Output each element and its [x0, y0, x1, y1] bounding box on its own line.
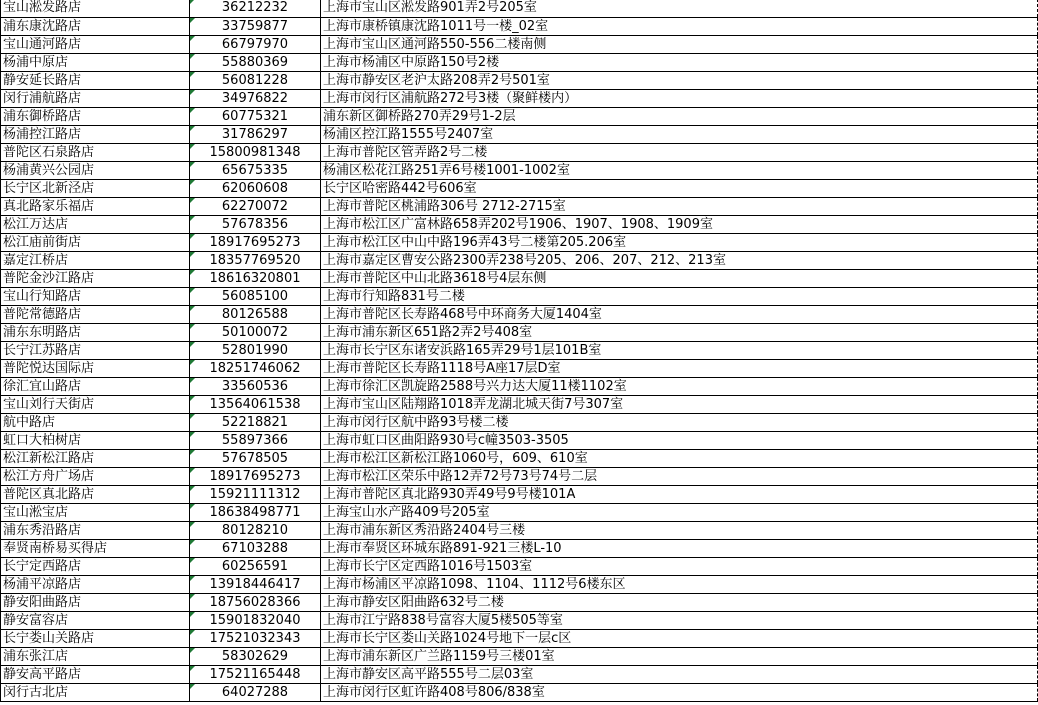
phone-cell[interactable]: 66797970 [190, 35, 321, 53]
phone-cell[interactable]: 57678356 [190, 215, 321, 233]
table-row [1, 431, 1038, 449]
table-row [1, 575, 1038, 593]
address-cell[interactable]: 上海市普陀区中山北路3618号4层东侧 [321, 269, 1038, 287]
phone-cell[interactable]: 62060608 [190, 179, 321, 197]
address-cell[interactable]: 上海市浦东新区651路2弄2号408室 [321, 323, 1038, 341]
address-cell[interactable]: 杨浦区松花江路251弄6号楼1001-1002室 [321, 161, 1038, 179]
store-name-cell[interactable]: 宝山行知路店 [1, 287, 190, 305]
phone-cell[interactable]: 18357769520 [190, 251, 321, 269]
address-cell[interactable]: 上海市江宁路838号富容大厦5楼505等室 [321, 611, 1038, 629]
address-cell[interactable]: 长宁区哈密路442号606室 [321, 179, 1038, 197]
table-row [1, 539, 1038, 557]
store-name-cell[interactable]: 宝山刘行天街店 [1, 395, 190, 413]
phone-cell[interactable]: 57678505 [190, 449, 321, 467]
store-name-cell[interactable]: 浦东康沈路店 [1, 17, 190, 35]
store-name-cell[interactable]: 普陀区石泉路店 [1, 143, 190, 161]
store-table-body [1, 0, 1038, 701]
table-row [1, 413, 1038, 431]
table-row [1, 161, 1038, 179]
phone-cell[interactable]: 13564061538 [190, 395, 321, 413]
address-cell[interactable]: 上海宝山水产路409号205室 [321, 503, 1038, 521]
store-name-cell[interactable]: 松江庙前街店 [1, 233, 190, 251]
address-cell[interactable]: 上海市闵行区浦航路272号3楼（聚鲜楼内） [321, 89, 1038, 107]
phone-cell[interactable]: 18917695273 [190, 467, 321, 485]
store-name-cell[interactable]: 真北路家乐福店 [1, 197, 190, 215]
phone-cell[interactable]: 18756028366 [190, 593, 321, 611]
phone-cell[interactable]: 56081228 [190, 71, 321, 89]
store-name-cell[interactable]: 杨浦平凉路店 [1, 575, 190, 593]
table-row [1, 341, 1038, 359]
address-cell[interactable]: 上海市嘉定区曹安公路2300弄238号205、206、207、212、213室 [321, 251, 1038, 269]
table-row [1, 53, 1038, 71]
store-name-cell[interactable]: 长宁区北新泾店 [1, 179, 190, 197]
table-row [1, 305, 1038, 323]
store-name-cell[interactable]: 静安延长路店 [1, 71, 190, 89]
phone-cell[interactable]: 18638498771 [190, 503, 321, 521]
address-cell[interactable]: 上海市宝山区淞发路901弄2号205室 [321, 0, 1038, 17]
address-cell[interactable]: 上海市闵行区航中路93号楼二楼 [321, 413, 1038, 431]
store-name-cell[interactable]: 浦东御桥路店 [1, 107, 190, 125]
store-name-cell[interactable]: 杨浦控江路店 [1, 125, 190, 143]
store-name-cell[interactable]: 宝山通河路店 [1, 35, 190, 53]
phone-cell[interactable]: 58302629 [190, 647, 321, 665]
address-cell[interactable]: 上海市宝山区陆翔路1018弄龙湖北城天街7号307室 [321, 395, 1038, 413]
address-cell[interactable]: 上海市普陀区长寿路468号中环商务大厦1404室 [321, 305, 1038, 323]
store-name-cell[interactable]: 浦东秀沿路店 [1, 521, 190, 539]
phone-cell[interactable]: 18917695273 [190, 233, 321, 251]
phone-cell[interactable]: 15800981348 [190, 143, 321, 161]
store-name-cell[interactable]: 浦东东明路店 [1, 323, 190, 341]
store-name-cell[interactable]: 松江万达店 [1, 215, 190, 233]
phone-cell[interactable]: 64027288 [190, 683, 321, 701]
phone-cell[interactable]: 62270072 [190, 197, 321, 215]
store-name-cell[interactable]: 普陀常德路店 [1, 305, 190, 323]
table-row [1, 665, 1038, 683]
store-name-cell[interactable]: 静安富容店 [1, 611, 190, 629]
table-row [1, 557, 1038, 575]
phone-cell[interactable]: 17521165448 [190, 665, 321, 683]
table-row [1, 35, 1038, 53]
store-name-cell[interactable]: 静安高平路店 [1, 665, 190, 683]
table-row [1, 323, 1038, 341]
address-cell[interactable]: 上海市徐汇区凯旋路2588号兴力达大厦11楼1102室 [321, 377, 1038, 395]
phone-cell[interactable]: 52218821 [190, 413, 321, 431]
store-name-cell[interactable]: 奉贤南桥易买得店 [1, 539, 190, 557]
phone-cell[interactable]: 60775321 [190, 107, 321, 125]
table-row [1, 107, 1038, 125]
phone-cell[interactable]: 55897366 [190, 431, 321, 449]
phone-cell[interactable]: 17521032343 [190, 629, 321, 647]
phone-cell[interactable]: 18251746062 [190, 359, 321, 377]
table-row [1, 521, 1038, 539]
address-cell[interactable]: 上海市浦东新区秀沿路2404号三楼 [321, 521, 1038, 539]
phone-cell[interactable]: 50100072 [190, 323, 321, 341]
store-name-cell[interactable]: 宝山淞宝店 [1, 503, 190, 521]
phone-cell[interactable]: 80126588 [190, 305, 321, 323]
store-name-cell[interactable]: 普陀区真北路店 [1, 485, 190, 503]
phone-cell[interactable]: 15921111312 [190, 485, 321, 503]
store-name-cell[interactable]: 松江新松江路店 [1, 449, 190, 467]
address-cell[interactable]: 上海市康桥镇康沈路1011号一楼_02室 [321, 17, 1038, 35]
address-cell[interactable]: 上海市长宁区娄山关路1024号地下一层c区 [321, 629, 1038, 647]
phone-cell[interactable]: 31786297 [190, 125, 321, 143]
address-cell[interactable]: 上海市闵行区虹许路408号806/838室 [321, 683, 1038, 701]
address-cell[interactable]: 上海市松江区新松江路1060号，609、610室 [321, 449, 1038, 467]
phone-cell[interactable]: 80128210 [190, 521, 321, 539]
phone-cell[interactable]: 15901832040 [190, 611, 321, 629]
table-row [1, 125, 1038, 143]
address-cell[interactable]: 上海市松江区荣乐中路12弄72号73号74号二层 [321, 467, 1038, 485]
store-name-cell[interactable]: 闵行浦航路店 [1, 89, 190, 107]
address-cell[interactable]: 上海市虹口区曲阳路930号c幢3503-3505 [321, 431, 1038, 449]
table-row [1, 395, 1038, 413]
store-name-cell[interactable]: 长宁娄山关路店 [1, 629, 190, 647]
address-cell[interactable]: 上海市长宁区东诸安浜路165弄29号1层101B室 [321, 341, 1038, 359]
phone-cell[interactable]: 60256591 [190, 557, 321, 575]
store-name-cell[interactable]: 长宁定西路店 [1, 557, 190, 575]
address-cell[interactable]: 上海市松江区广富林路658弄202号1906、1907、1908、1909室 [321, 215, 1038, 233]
table-row [1, 0, 1038, 17]
store-name-cell[interactable]: 杨浦黄兴公园店 [1, 161, 190, 179]
address-cell[interactable]: 上海市静安区阳曲路632号二楼 [321, 593, 1038, 611]
store-name-cell[interactable]: 闵行古北店 [1, 683, 190, 701]
table-row [1, 503, 1038, 521]
phone-cell[interactable]: 33759877 [190, 17, 321, 35]
address-cell[interactable]: 上海市奉贤区环城东路891-921三楼L-10 [321, 539, 1038, 557]
phone-cell[interactable]: 36212232 [190, 0, 321, 17]
address-cell[interactable]: 上海市静安区高平路555号二层03室 [321, 665, 1038, 683]
table-row [1, 71, 1038, 89]
store-name-cell[interactable]: 虹口大柏树店 [1, 431, 190, 449]
table-row [1, 17, 1038, 35]
store-name-cell[interactable]: 宝山淞发路店 [1, 0, 190, 17]
phone-cell[interactable]: 18616320801 [190, 269, 321, 287]
address-cell[interactable]: 上海市普陀区管弄路2号二楼 [321, 143, 1038, 161]
address-cell[interactable]: 浦东新区御桥路270弄29号1-2层 [321, 107, 1038, 125]
phone-cell[interactable]: 56085100 [190, 287, 321, 305]
address-cell[interactable]: 上海市浦东新区广兰路1159号三楼01室 [321, 647, 1038, 665]
table-row [1, 143, 1038, 161]
table-row [1, 233, 1038, 251]
address-cell[interactable]: 上海市普陀区真北路930弄49号9号楼101A [321, 485, 1038, 503]
address-cell[interactable]: 上海市杨浦区中原路150号2楼 [321, 53, 1038, 71]
table-row [1, 197, 1038, 215]
table-row [1, 647, 1038, 665]
phone-cell[interactable]: 65675335 [190, 161, 321, 179]
address-cell[interactable]: 上海市长宁区定西路1016号1503室 [321, 557, 1038, 575]
store-name-cell[interactable]: 杨浦中原店 [1, 53, 190, 71]
phone-cell[interactable]: 13918446417 [190, 575, 321, 593]
table-row [1, 359, 1038, 377]
address-cell[interactable]: 上海市静安区老沪太路208弄2号501室 [321, 71, 1038, 89]
table-row [1, 593, 1038, 611]
phone-cell[interactable]: 34976822 [190, 89, 321, 107]
store-name-cell[interactable]: 长宁江苏路店 [1, 341, 190, 359]
phone-cell[interactable]: 52801990 [190, 341, 321, 359]
address-cell[interactable]: 上海市普陀区长寿路1118号A座17层D室 [321, 359, 1038, 377]
table-row [1, 179, 1038, 197]
store-name-cell[interactable]: 浦东张江店 [1, 647, 190, 665]
table-row [1, 449, 1038, 467]
phone-cell[interactable]: 67103288 [190, 539, 321, 557]
address-cell[interactable]: 上海市杨浦区平凉路1098、1104、1112号6楼东区 [321, 575, 1038, 593]
table-row [1, 485, 1038, 503]
table-row [1, 89, 1038, 107]
address-cell[interactable]: 上海市行知路831号二楼 [321, 287, 1038, 305]
store-name-cell[interactable]: 松江方舟广场店 [1, 467, 190, 485]
table-row [1, 287, 1038, 305]
address-cell[interactable]: 上海市普陀区桃浦路306号 2712-2715室 [321, 197, 1038, 215]
table-row [1, 467, 1038, 485]
table-row [1, 215, 1038, 233]
table-row [1, 683, 1038, 701]
store-name-cell[interactable]: 航中路店 [1, 413, 190, 431]
phone-cell[interactable]: 33560536 [190, 377, 321, 395]
store-name-cell[interactable]: 嘉定江桥店 [1, 251, 190, 269]
table-row [1, 377, 1038, 395]
address-cell[interactable]: 上海市松江区中山中路196弄43号二楼第205.206室 [321, 233, 1038, 251]
address-cell[interactable]: 上海市宝山区通河路550-556二楼南侧 [321, 35, 1038, 53]
address-cell[interactable]: 杨浦区控江路1555号2407室 [321, 125, 1038, 143]
store-name-cell[interactable]: 普陀悦达国际店 [1, 359, 190, 377]
table-row [1, 629, 1038, 647]
phone-cell[interactable]: 55880369 [190, 53, 321, 71]
table-row [1, 269, 1038, 287]
table-row [1, 611, 1038, 629]
store-name-cell[interactable]: 徐汇宜山路店 [1, 377, 190, 395]
table-row [1, 251, 1038, 269]
store-name-cell[interactable]: 静安阳曲路店 [1, 593, 190, 611]
store-name-cell[interactable]: 普陀金沙江路店 [1, 269, 190, 287]
